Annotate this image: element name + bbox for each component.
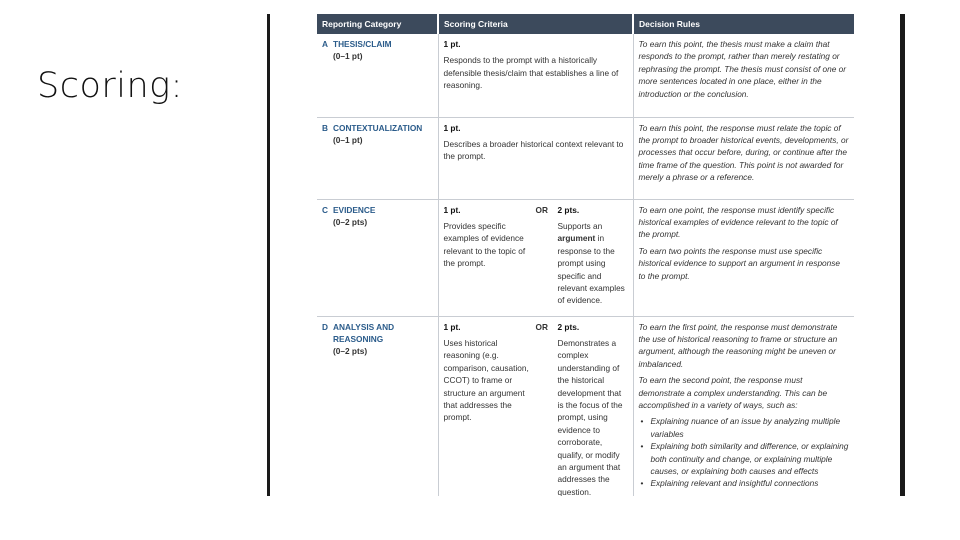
table-row	[317, 34, 854, 117]
criteria-text-part: Supports an	[557, 220, 603, 231]
table-row	[317, 316, 854, 496]
category-letter: A	[322, 39, 328, 49]
criteria-cell	[438, 117, 633, 199]
category-range: (0–2 pts)	[333, 346, 368, 357]
decision-rule-text: To earn this point, the thesis must make a claim that responds to the prompt, rather than merely restating or rephrasing the prompt. The thesis must consist of one or more sentences located in one place, either in the introduction or the conclusion.	[638, 39, 847, 99]
criteria-text: Demonstrates a complex understanding of the historical development that is the focus of the prompt, using evidence to corroborate, qualify, or modify an argument that addresses the question.	[557, 337, 623, 496]
list-item: • Explaining nuance of an issue by analyzing multiple variables	[639, 415, 850, 440]
category-cell	[317, 117, 438, 199]
criteria-text-part: in response to the prompt using specific and relevant examples of evidence.	[557, 233, 625, 306]
or-label: OR	[535, 321, 548, 332]
table-row	[317, 117, 854, 199]
category-letter: C	[322, 204, 328, 215]
criteria-text	[558, 220, 628, 307]
category-range: (0–2 pts)	[333, 216, 368, 227]
category-cell	[317, 199, 438, 316]
points-label: 2 pts.	[557, 321, 580, 332]
category-range: (0–1 pt)	[333, 51, 363, 62]
decision-rule-cell	[633, 117, 854, 199]
header-decision-rules: Decision Rules	[633, 14, 854, 34]
decision-rule-text: To earn this point, the response must relate the topic of the prompt to broader historical events, developments, or processes that occur before, during, or continue after the time frame of the question. This point is not awarded for merely a phrase or a reference.	[638, 122, 849, 183]
header-reporting-category: Reporting Category	[317, 14, 438, 34]
rubric-table-wrap	[317, 14, 854, 496]
category-range: (0–1 pt)	[333, 134, 363, 145]
criteria-text: Describes a broader historical context relevant to the prompt.	[443, 138, 624, 162]
category-name: CONTEXTUALIZATION	[333, 122, 423, 133]
criteria-emphasis: argument	[557, 233, 596, 244]
decision-rule-cell	[633, 316, 854, 496]
frame-left-border	[267, 14, 270, 496]
criteria-text: Provides specific examples of evidence relevant to the topic of the prompt.	[443, 220, 526, 269]
frame-right-border	[900, 14, 905, 496]
criteria-cell	[438, 316, 633, 496]
category-name: EVIDENCE	[333, 204, 376, 215]
criteria-text: Responds to the prompt with a historically defensible thesis/claim that establishes a line of reasoning.	[443, 55, 619, 91]
points-label: 1 pt.	[443, 39, 461, 49]
or-label: OR	[535, 204, 548, 215]
category-letter: B	[322, 122, 328, 133]
points-label: 2 pts.	[557, 204, 580, 215]
criteria-text: Uses historical reasoning (e.g. comparison, causation, CCOT) to frame or structure an argument that addresses the prompt.	[443, 337, 529, 423]
slide-title: Scoring:	[37, 66, 183, 106]
category-name: THESIS/CLAIM	[333, 39, 392, 49]
points-label: 1 pt.	[443, 122, 461, 133]
category-letter: D	[322, 321, 328, 332]
decision-rule-cell	[633, 34, 854, 117]
points-label: 1 pt.	[443, 204, 461, 215]
table-row	[317, 199, 854, 316]
category-cell	[317, 34, 438, 117]
rubric-table	[317, 14, 854, 496]
header-scoring-criteria: Scoring Criteria	[438, 14, 633, 34]
category-cell	[317, 316, 438, 496]
decision-rule-text: To earn the second point, the response must demonstrate a complex understanding. This can be accomplished in a variety of ways, such as:	[638, 375, 828, 410]
list-item: • Explaining relevant and insightful connections	[639, 477, 850, 489]
decision-rule-cell	[633, 199, 854, 316]
complexity-bullets	[639, 415, 850, 489]
rubric-image-frame	[267, 14, 905, 496]
decision-rule-text: To earn the first point, the response must demonstrate the use of historical reasoning to frame or structure an argument, although the reasoning might be uneven or imbalanced.	[638, 321, 838, 369]
decision-rule-text: To earn two points the response must use specific historical evidence to support an argument in response to the prompt.	[638, 245, 841, 281]
category-name: ANALYSIS AND REASONING	[333, 321, 395, 344]
decision-rule-text: To earn one point, the response must identify specific historical examples of evidence relevant to the topic of the prompt.	[638, 204, 838, 240]
criteria-cell	[438, 199, 633, 316]
list-item: • Explaining both similarity and difference, or explaining both continuity and change, or explaining multiple causes, or explaining both causes and effects	[639, 440, 850, 477]
points-label: 1 pt.	[443, 321, 461, 332]
criteria-cell	[438, 34, 633, 117]
table-header-row	[317, 14, 854, 34]
